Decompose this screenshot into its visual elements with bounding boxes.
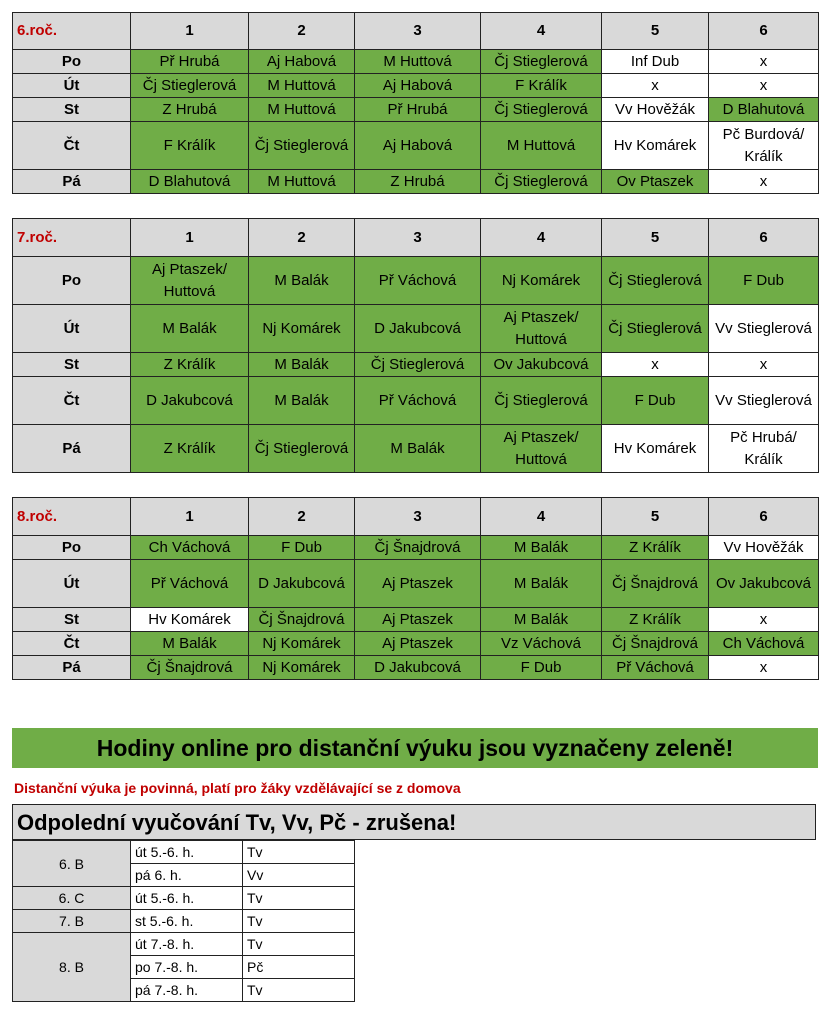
lesson-time: pá 6. h. (131, 864, 243, 887)
lesson-cell: M Balák (249, 377, 355, 425)
day-row (13, 50, 819, 74)
lesson-cell: x (709, 656, 819, 680)
lesson-cell: Př Váchová (131, 560, 249, 608)
day-row (13, 305, 819, 353)
lesson-cell: Z Hrubá (131, 98, 249, 122)
online-lessons-banner: Hodiny online pro distanční výuku jsou vyznačeny zeleně! (12, 728, 818, 768)
lesson-cell: Aj Habová (355, 122, 481, 170)
class-label: 7. B (13, 910, 131, 933)
period-header: 4 (481, 498, 602, 536)
lesson-cell: x (709, 353, 819, 377)
lesson-cell: Aj Habová (249, 50, 355, 74)
lesson-subject: Tv (243, 979, 355, 1002)
lesson-cell: M Balák (481, 560, 602, 608)
grade-title: 8.roč. (13, 498, 131, 536)
lesson-cell: Čj Stieglerová (481, 98, 602, 122)
lesson-cell: Aj Ptaszek (355, 632, 481, 656)
day-label: Út (13, 74, 131, 98)
period-header: 5 (602, 13, 709, 50)
lesson-cell: Nj Komárek (249, 305, 355, 353)
grade-title: 7.roč. (13, 219, 131, 257)
day-row (13, 353, 819, 377)
lesson-cell: Př Váchová (355, 257, 481, 305)
day-row (13, 257, 819, 305)
lesson-cell: Ov Ptaszek (602, 170, 709, 194)
lesson-cell: D Jakubcová (355, 305, 481, 353)
day-label: Pá (13, 425, 131, 473)
lesson-cell: Čj Stieglerová (602, 257, 709, 305)
period-header: 2 (249, 498, 355, 536)
timetable-grade-6 (12, 12, 819, 194)
day-label: St (13, 353, 131, 377)
day-label: Po (13, 257, 131, 305)
day-label: Čt (13, 377, 131, 425)
lesson-cell: Aj Habová (355, 74, 481, 98)
lesson-time: út 5.-6. h. (131, 841, 243, 864)
lesson-cell: Aj Ptaszek/ Huttová (481, 425, 602, 473)
lesson-cell: x (602, 74, 709, 98)
lesson-cell: Čj Stieglerová (481, 170, 602, 194)
lesson-cell: D Jakubcová (131, 377, 249, 425)
lesson-cell: F Králík (481, 74, 602, 98)
period-header: 1 (131, 498, 249, 536)
timetable-grade-8 (12, 497, 819, 680)
lesson-cell: D Jakubcová (355, 656, 481, 680)
day-row (13, 536, 819, 560)
timetable-grade-7 (12, 218, 819, 473)
lesson-cell: Z Králík (602, 608, 709, 632)
lesson-cell: x (709, 50, 819, 74)
lesson-cell: D Blahutová (709, 98, 819, 122)
lesson-cell: Vv Stieglerová (709, 377, 819, 425)
lesson-cell: Ov Jakubcová (481, 353, 602, 377)
class-label: 8. B (13, 933, 131, 1002)
lesson-cell: Aj Ptaszek/ Huttová (131, 257, 249, 305)
day-label: Po (13, 536, 131, 560)
lesson-cell: D Jakubcová (249, 560, 355, 608)
lesson-cell: Čj Stieglerová (131, 74, 249, 98)
day-row (13, 74, 819, 98)
lesson-subject: Tv (243, 841, 355, 864)
lesson-cell: Vv Hověžák (709, 536, 819, 560)
period-header: 6 (709, 13, 819, 50)
grade-title: 6.roč. (13, 13, 131, 50)
day-row (13, 632, 819, 656)
period-header: 5 (602, 219, 709, 257)
day-label: Út (13, 560, 131, 608)
lesson-cell: Vv Hověžák (602, 98, 709, 122)
lesson-cell: M Huttová (249, 74, 355, 98)
lesson-cell: Čj Stieglerová (355, 353, 481, 377)
lesson-cell: Př Hrubá (131, 50, 249, 74)
lesson-cell: Vz Váchová (481, 632, 602, 656)
day-row (13, 170, 819, 194)
distance-learning-note: Distanční výuka je povinná, platí pro žáky vzdělávající se z domova (14, 780, 461, 796)
lesson-cell: Př Hrubá (355, 98, 481, 122)
period-header: 6 (709, 219, 819, 257)
class-label: 6. C (13, 887, 131, 910)
day-label: Út (13, 305, 131, 353)
lesson-cell: Z Králík (131, 353, 249, 377)
afternoon-row (13, 910, 355, 933)
lesson-subject: Pč (243, 956, 355, 979)
lesson-cell: Aj Ptaszek (355, 608, 481, 632)
period-header: 3 (355, 498, 481, 536)
day-row (13, 608, 819, 632)
day-label: Pá (13, 170, 131, 194)
lesson-cell: Čj Stieglerová (481, 377, 602, 425)
lesson-cell: Hv Komárek (602, 425, 709, 473)
lesson-cell: Př Váchová (602, 656, 709, 680)
header-row (13, 219, 819, 257)
day-label: Pá (13, 656, 131, 680)
lesson-cell: Vv Stieglerová (709, 305, 819, 353)
lesson-cell: Čj Stieglerová (249, 122, 355, 170)
lesson-cell: Hv Komárek (131, 608, 249, 632)
lesson-cell: Čj Stieglerová (602, 305, 709, 353)
lesson-cell: Př Váchová (355, 377, 481, 425)
lesson-cell: x (709, 608, 819, 632)
lesson-cell: Čj Šnajdrová (355, 536, 481, 560)
lesson-cell: F Dub (481, 656, 602, 680)
day-label: Čt (13, 122, 131, 170)
header-row (13, 13, 819, 50)
lesson-cell: Ch Váchová (131, 536, 249, 560)
lesson-cell: x (709, 74, 819, 98)
lesson-cell: M Balák (249, 353, 355, 377)
lesson-time: út 5.-6. h. (131, 887, 243, 910)
lesson-cell: M Balák (355, 425, 481, 473)
class-label: 6. B (13, 841, 131, 887)
lesson-cell: Nj Komárek (249, 632, 355, 656)
lesson-cell: Nj Komárek (249, 656, 355, 680)
period-header: 3 (355, 13, 481, 50)
lesson-cell: Čj Šnajdrová (131, 656, 249, 680)
lesson-cell: Z Králík (131, 425, 249, 473)
lesson-cell: M Huttová (481, 122, 602, 170)
lesson-cell: F Dub (602, 377, 709, 425)
lesson-cell: M Huttová (249, 170, 355, 194)
lesson-subject: Tv (243, 887, 355, 910)
lesson-time: po 7.-8. h. (131, 956, 243, 979)
period-header: 1 (131, 13, 249, 50)
lesson-cell: Z Králík (602, 536, 709, 560)
lesson-cell: Ch Váchová (709, 632, 819, 656)
header-row (13, 498, 819, 536)
day-label: St (13, 608, 131, 632)
period-header: 5 (602, 498, 709, 536)
lesson-cell: M Huttová (355, 50, 481, 74)
lesson-subject: Tv (243, 910, 355, 933)
lesson-cell: F Dub (709, 257, 819, 305)
lesson-cell: Pč Burdová/ Králík (709, 122, 819, 170)
lesson-subject: Tv (243, 933, 355, 956)
lesson-cell: M Balák (131, 305, 249, 353)
afternoon-row (13, 887, 355, 910)
lesson-cell: Inf Dub (602, 50, 709, 74)
lesson-cell: Z Hrubá (355, 170, 481, 194)
lesson-cell: M Balák (481, 536, 602, 560)
lesson-cell: Čj Šnajdrová (249, 608, 355, 632)
lesson-cell: Hv Komárek (602, 122, 709, 170)
lesson-cell: Čj Stieglerová (481, 50, 602, 74)
lesson-cell: D Blahutová (131, 170, 249, 194)
lesson-cell: F Dub (249, 536, 355, 560)
afternoon-cancelled-title: Odpolední vyučování Tv, Vv, Pč - zrušena! (12, 804, 816, 840)
day-row (13, 122, 819, 170)
period-header: 2 (249, 13, 355, 50)
day-label: Po (13, 50, 131, 74)
lesson-cell: F Králík (131, 122, 249, 170)
afternoon-row (13, 841, 355, 864)
afternoon-row (13, 933, 355, 956)
lesson-cell: Pč Hrubá/ Králík (709, 425, 819, 473)
lesson-cell: M Balák (249, 257, 355, 305)
lesson-cell: Čj Šnajdrová (602, 560, 709, 608)
afternoon-lessons-table (12, 840, 355, 1002)
day-row (13, 98, 819, 122)
day-label: Čt (13, 632, 131, 656)
lesson-subject: Vv (243, 864, 355, 887)
day-row (13, 425, 819, 473)
period-header: 4 (481, 219, 602, 257)
period-header: 4 (481, 13, 602, 50)
lesson-cell: Čj Stieglerová (249, 425, 355, 473)
period-header: 6 (709, 498, 819, 536)
lesson-cell: Ov Jakubcová (709, 560, 819, 608)
period-header: 1 (131, 219, 249, 257)
lesson-time: pá 7.-8. h. (131, 979, 243, 1002)
period-header: 3 (355, 219, 481, 257)
period-header: 2 (249, 219, 355, 257)
lesson-cell: Čj Šnajdrová (602, 632, 709, 656)
lesson-cell: Aj Ptaszek (355, 560, 481, 608)
day-row (13, 560, 819, 608)
day-label: St (13, 98, 131, 122)
lesson-cell: M Huttová (249, 98, 355, 122)
lesson-time: st 5.-6. h. (131, 910, 243, 933)
day-row (13, 377, 819, 425)
lesson-cell: x (602, 353, 709, 377)
lesson-cell: M Balák (131, 632, 249, 656)
lesson-time: út 7.-8. h. (131, 933, 243, 956)
day-row (13, 656, 819, 680)
lesson-cell: Aj Ptaszek/ Huttová (481, 305, 602, 353)
lesson-cell: Nj Komárek (481, 257, 602, 305)
lesson-cell: x (709, 170, 819, 194)
lesson-cell: M Balák (481, 608, 602, 632)
